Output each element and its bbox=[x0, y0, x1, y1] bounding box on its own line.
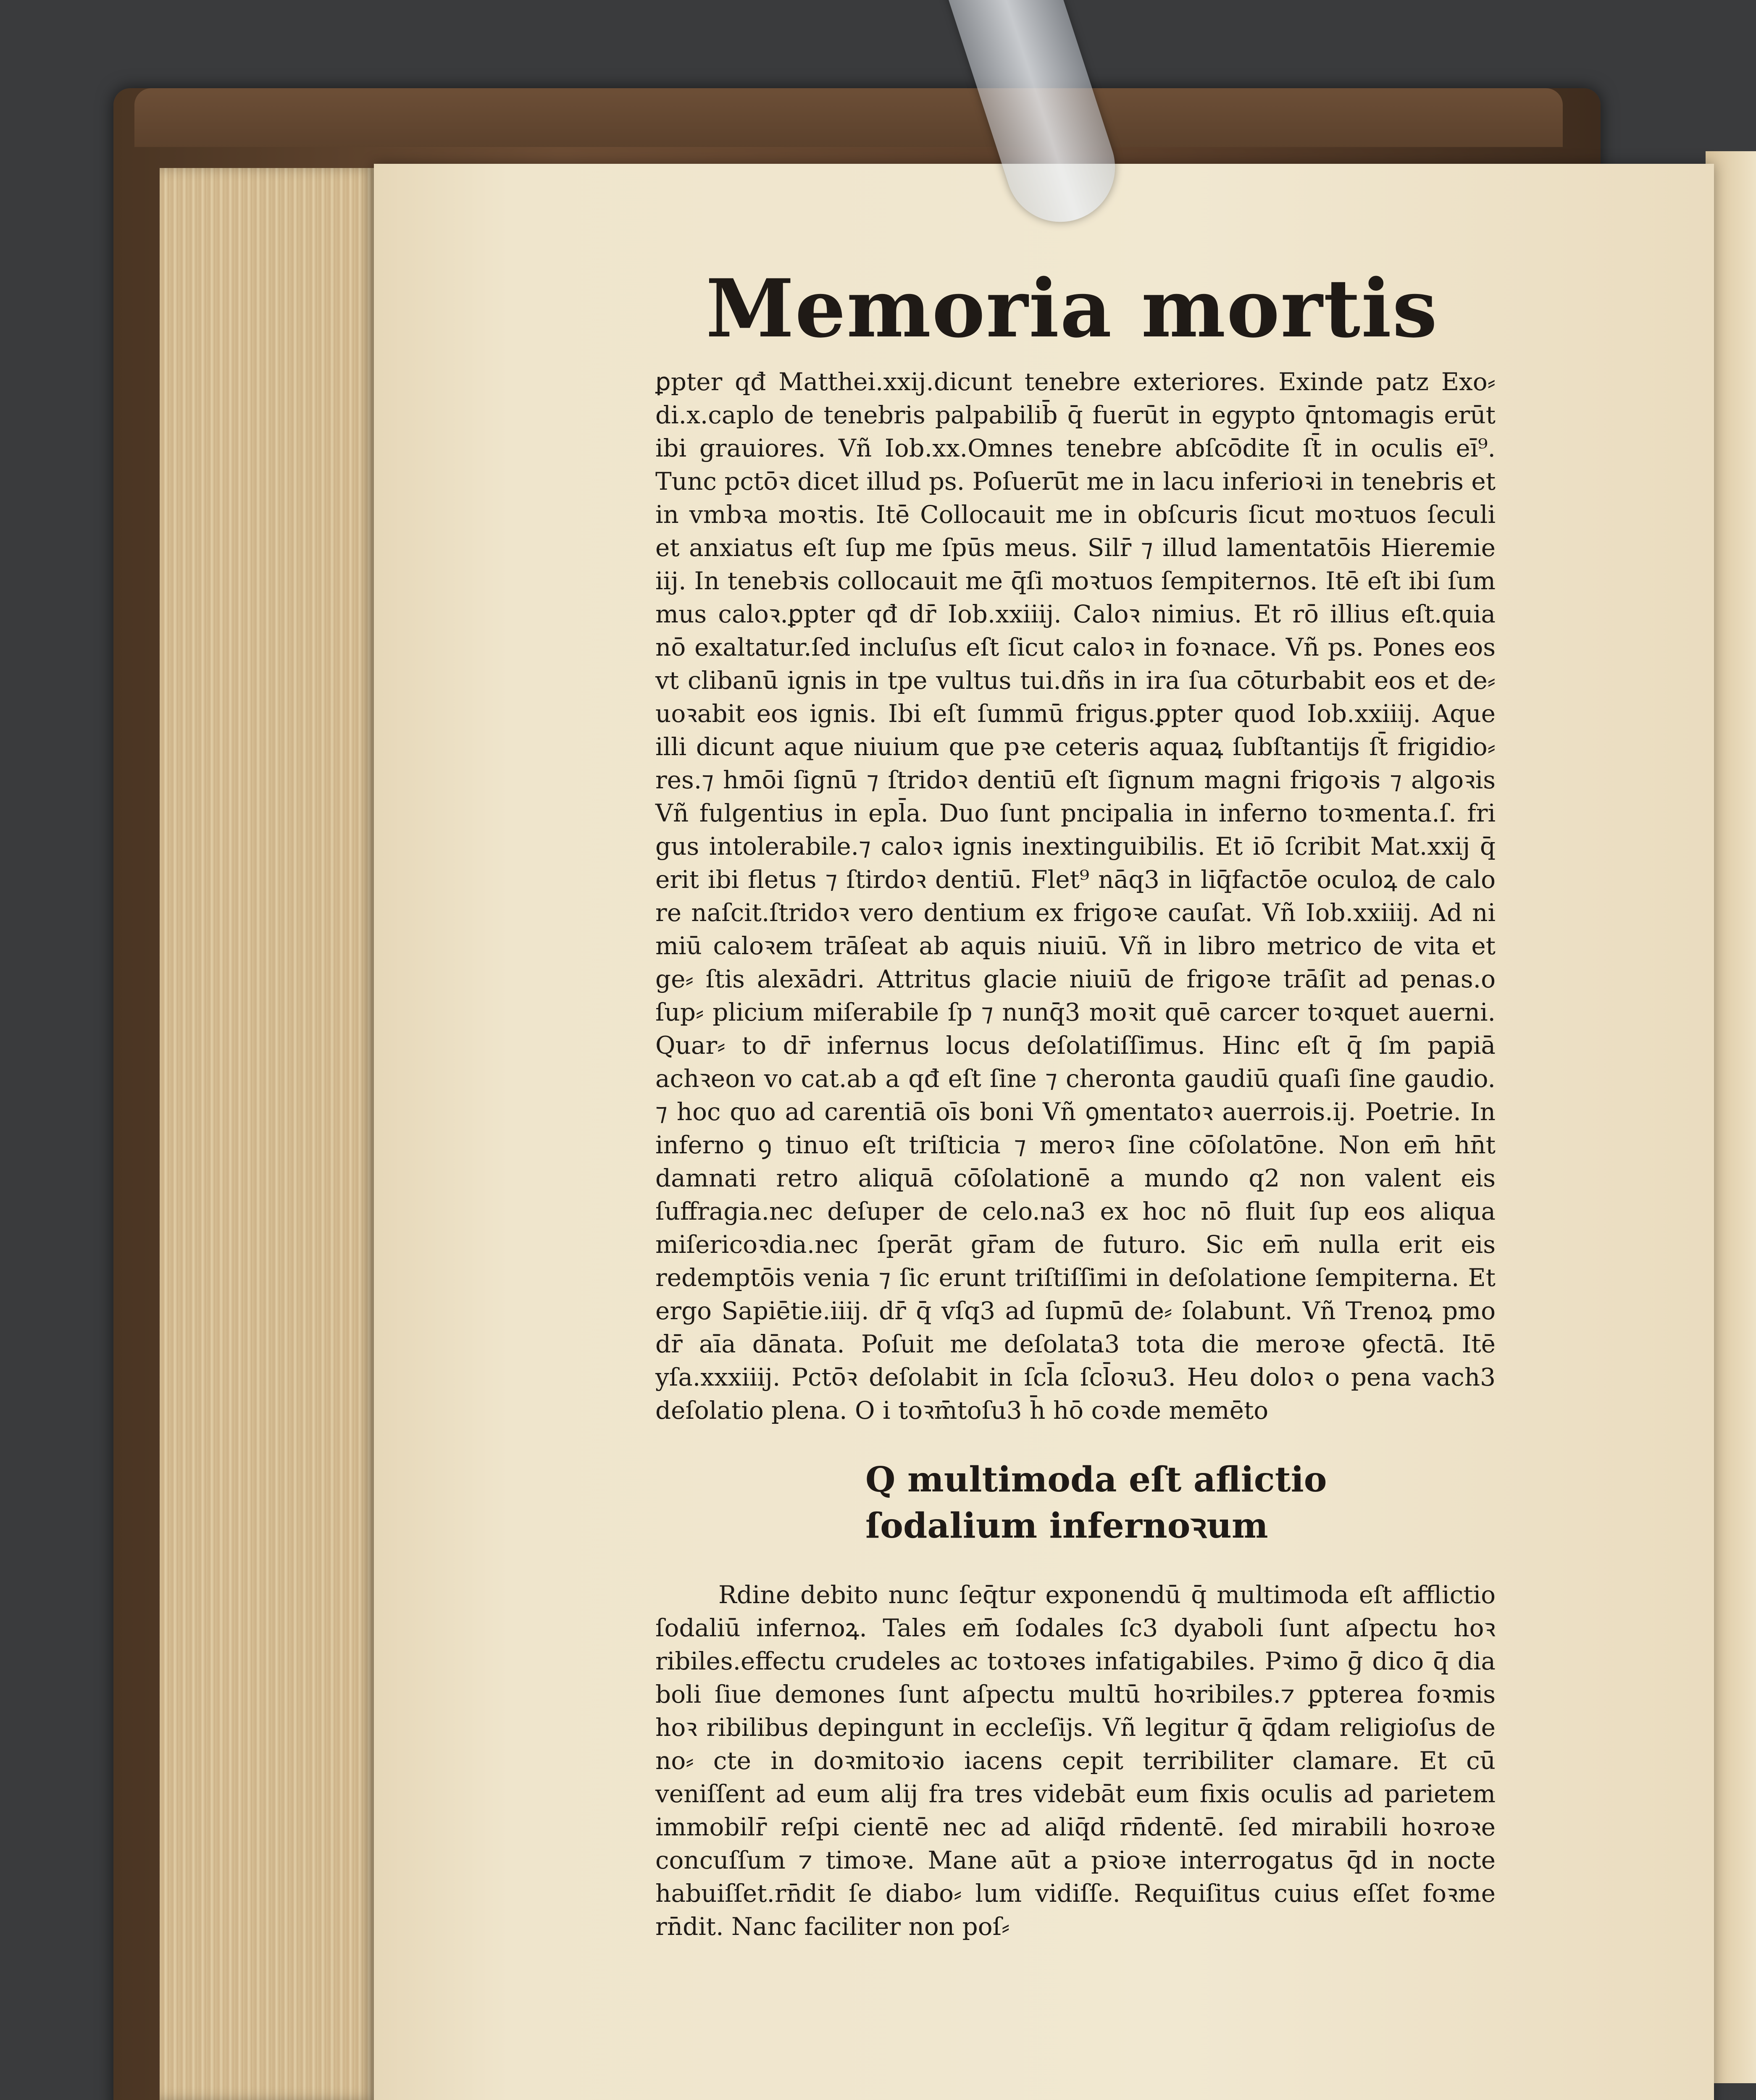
section-heading-line-2: ſodalium infernoꝛum bbox=[865, 1506, 1268, 1546]
page-fore-edge bbox=[160, 168, 378, 2100]
paragraph-1: ꝑpter qđ Matthei.xxij.dicunt tenebre exteriores. Exinde patz Exo⸗ di.x.caplo de tenebris palpabilib̄ q̄ fuerūt in egypto q̄ntomagis erūt ibi grauiores. Vñ Iob.xx.Omnes tenebre abſcōdite ſt̄ in oculis eī⁹. Tunc pctōꝛ dicet illud ps. Poſuerūt me in lacu inferioꝛi in tenebris et in vmbꝛa moꝛtis. Itē Collocauit me in obſcuris ſicut moꝛtuos ſeculi et anxiatus eſt ſup me ſpūs meus. Silr̄ ⁊ illud lamentatōis Hieremie iij. In tenebꝛis collocauit me q̄ſi moꝛtuos ſempiternos. Itē eſt ibi ſum mus caloꝛ.ꝑpter qđ dr̄ Iob.xxiiij. Caloꝛ nimius. Et rō illius eſt.quia nō exaltatur.ſed incluſus eſt ſicut caloꝛ in foꝛnace. Vñ ps. Pones eos vt clibanū ignis in tpe vultus tui.dñs in ira ſua cōturbabit eos et de⸗ uoꝛabit eos ignis. Ibi eſt ſummū frigus.ꝑpter quod Iob.xxiiij. Aque illi dicunt aque niuium que pꝛe ceteris aquaꝝ ſubſtantijs ſt̄ frigidio⸗ res.⁊ hmōi ſignū ⁊ ſtridoꝛ dentiū eſt ſignum magni frigoꝛis ⁊ algoꝛis Vñ fulgentius in epl̄a. Duo ſunt pncipalia in inferno toꝛmenta.ſ. fri gus intolerabile.⁊ caloꝛ ignis inextinguibilis. Et iō ſcribit Mat.xxij q̄ erit ibi fletus ⁊ ſtirdoꝛ dentiū. Flet⁹ nāq3 in liq̄factōe oculoꝝ de calo re naſcit.ſtridoꝛ vero dentium ex frigoꝛe cauſat. Vñ Iob.xxiiij. Ad ni miū caloꝛem trāſeat ab aquis niuiū. Vñ in libro metrico de vita et ge⸗ ſtis alexādri. Attritus glacie niuiū de frigoꝛe trāſit ad penas.o ſup⸗ plicium miſerabile ſp ⁊ nunq̄3 moꝛit quē carcer toꝛquet auerni. Quar⸗ to dr̄ infernus locus deſolatiſſimus. Hinc eſt q̄ ſm papiā achꝛeon vo cat.ab a qđ eſt ſine ⁊ cheronta gaudiū quaſi ſine gaudio. ⁊ hoc quo ad carentiā oīs boni Vñ ꝯmentatoꝛ auerrois.ij. Poetrie. In inferno ꝯ tinuo eſt triſticia ⁊ meroꝛ ſine cōſolatōne. Non em̄ hn̄t damnati retro aliquā cōſolationē a mundo q2 non valent eis ſuffragia.nec deſuper de celo.na3 ex hoc nō fluit ſup eos aliqua miſericoꝛdia.nec ſperāt gr̄am de futuro. Sic em̄ nulla erit eis redemptōis venia ⁊ ſic erunt triſtiſſimi in deſolatione ſempiterna. Et ergo Sapiētie.iiij. dr̄ q̄ vſq3 ad ſupmū de⸗ ſolabunt. Vñ Trenoꝝ pmo dr̄ aīa dānata. Poſuit me deſolata3 tota die meroꝛe ꝯfectā. Itē yſa.xxxiiij. Pctōꝛ deſolabit in ſcl̄a ſcl̄oꝛu3. Heu doloꝛ o pena vach3 deſolatio plena. O i toꝛm̄toſu3 h̄ hō coꝛde memēto bbox=[655, 368, 1496, 1425]
section-heading bbox=[865, 1457, 1496, 1549]
paragraph-2: Rdine debito nunc ſeq̄tur exponendū q̄ multimoda eſt afflictio ſodaliū infernoꝝ. Tales em̄ ſodales ſc3 dyaboli ſunt aſpectu hoꝛ ribiles.effectu crudeles ac toꝛtoꝛes infatigabiles. Pꝛimo ḡ dico q̄ dia boli ſiue demones ſunt aſpectu multū hoꝛribiles.⁊ ꝑpterea foꝛmis hoꝛ ribilibus depingunt in eccleſijs. Vñ legitur q̄ q̄dam religioſus de no⸗ cte in doꝛmitoꝛio iacens cepit terribiliter clamare. Et cū veniſſent ad eum alij fra tres videbāt eum fixis oculis ad parietem immobilr̄ reſpi cientē nec ad aliq̄d rn̄dentē. ſed mirabili hoꝛroꝛe concuſſum ⁊ timoꝛe. Mane aūt a pꝛioꝛe interrogatus q̄d in nocte habuiſſet.rn̄dit ſe diabo⸗ lum vidiſſe. Requiſitus cuius eſſet foꝛme rn̄dit. Nanc faciliter non poſ⸗ bbox=[655, 1580, 1496, 1941]
section-heading-line-1: Q multimoda eſt aflictio bbox=[865, 1460, 1327, 1500]
running-title: Memoria mortis bbox=[706, 262, 1438, 355]
binding-top-edge bbox=[134, 88, 1563, 147]
page-text-block bbox=[655, 260, 1496, 1943]
